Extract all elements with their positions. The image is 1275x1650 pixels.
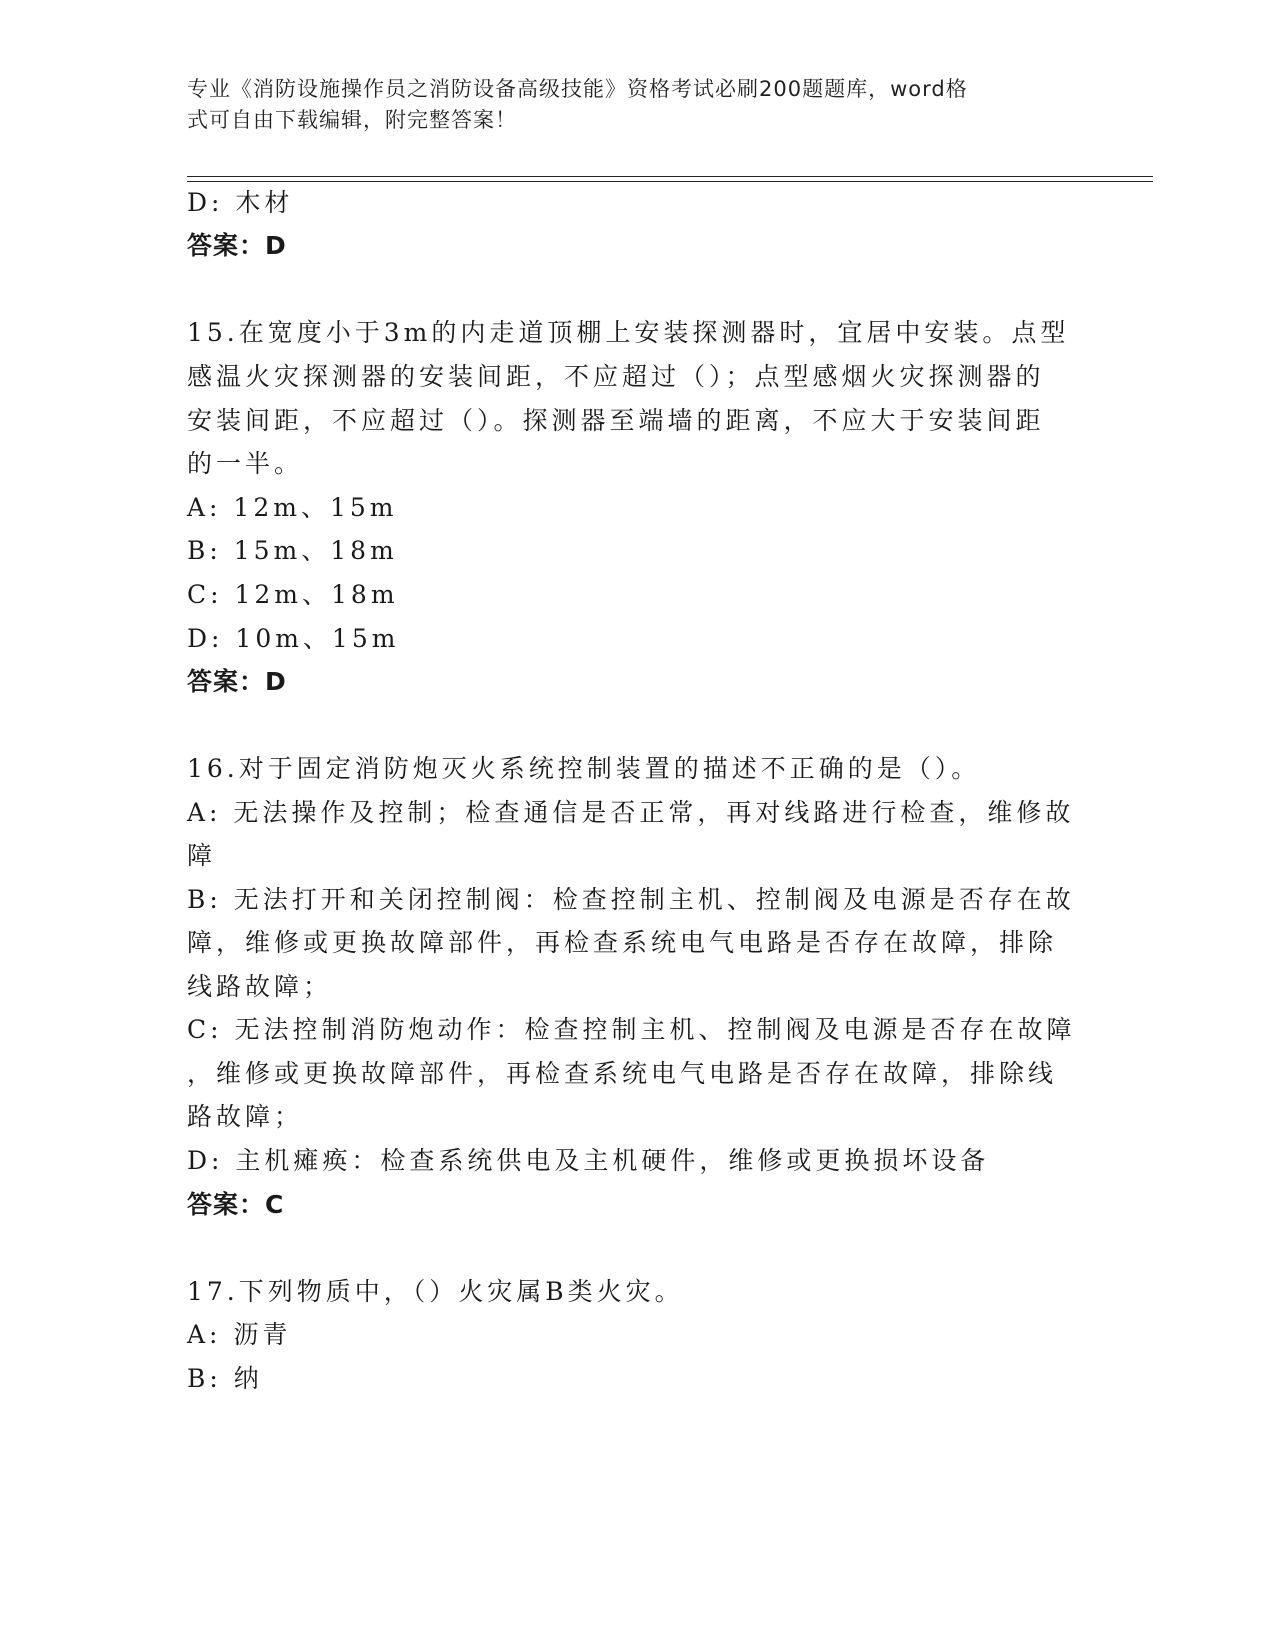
- q15-option-d: D: 10m、15m: [187, 624, 400, 653]
- q16-option-line-2: 障: [187, 841, 217, 870]
- document-header: [187, 74, 1067, 136]
- prev-option-d: D: 木材: [187, 188, 294, 217]
- q16-option-line-5: 线路故障；: [187, 972, 333, 1001]
- q16-option-line-7: ，维修或更换故障部件，再检查系统电气电路是否存在故障，排除线: [187, 1059, 1058, 1088]
- header-rule-top: [187, 176, 1153, 177]
- header-rule-bottom: [187, 181, 1153, 182]
- q16-option-line-6: C: 无法控制消防炮动作：检查控制主机、控制阀及电源是否存在故障: [187, 1015, 1076, 1044]
- q16-stem: 16.对于固定消防炮灭火系统控制装置的描述不正确的是（）。: [187, 754, 981, 783]
- q17-option-a: A: 沥青: [187, 1320, 292, 1349]
- q16-option-line-9: D: 主机瘫痪：检查系统供电及主机硬件，维修或更换损坏设备: [187, 1146, 990, 1175]
- header-line-2: 式可自由下载编辑，附完整答案！: [187, 108, 517, 132]
- q15-answer: 答案：D: [187, 667, 287, 696]
- q17-stem: 17.下列物质中，（）火灾属B类火灾。: [187, 1277, 684, 1306]
- prev-answer: 答案：D: [187, 231, 287, 260]
- q15-option-a: A: 12m、15m: [187, 493, 398, 522]
- q16-answer: 答案：C: [187, 1190, 285, 1219]
- header-line-1: 专业《消防设施操作员之消防设备高级技能》资格考试必刷200题题库，word格: [187, 77, 968, 101]
- q17-option-b: B: 纳: [187, 1364, 263, 1393]
- q16-option-line-4: 障，维修或更换故障部件，再检查系统电气电路是否存在故障，排除: [187, 928, 1058, 957]
- q15-option-c: C: 12m、18m: [187, 580, 399, 609]
- q15-stem-line-4: 的一半。: [187, 449, 304, 478]
- q15-stem-line-1: 15.在宽度小于3m的内走道顶棚上安装探测器时，宜居中安装。点型: [187, 318, 1070, 347]
- q16-option-line-1: A: 无法操作及控制；检查通信是否正常，再对线路进行检查，维修故: [187, 798, 1075, 827]
- q16-option-line-8: 路故障；: [187, 1102, 304, 1131]
- q15-stem-line-2: 感温火灾探测器的安装间距，不应超过（）；点型感烟火灾探测器的: [187, 362, 1045, 391]
- q15-stem-line-3: 安装间距，不应超过（）。探测器至端墙的距离，不应大于安装间距: [187, 406, 1045, 435]
- q15-option-b: B: 15m、18m: [187, 536, 398, 565]
- q16-option-line-3: B: 无法打开和关闭控制阀：检查控制主机、控制阀及电源是否存在故: [187, 885, 1075, 914]
